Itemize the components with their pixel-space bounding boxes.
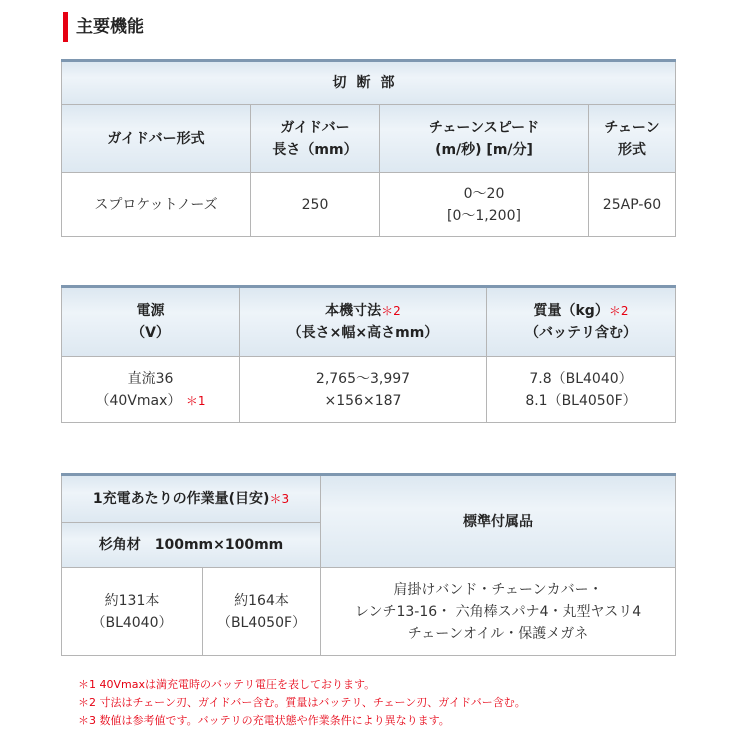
cell-line: 2,765～3,997 <box>315 370 411 387</box>
header-line: （バッテリ含む） <box>525 325 637 341</box>
footnote-2: ＊2 寸法はチェーン刃、ガイドバー含む。質量はバッテリ、チェーン刃、ガイドバー含む。 <box>78 696 526 709</box>
header-line: （長さ×幅×高さmm） <box>287 325 439 341</box>
cell-line: 約131本 <box>104 592 160 609</box>
footnote-mark: ＊2 <box>381 304 401 318</box>
header-line: (m/秒) [m/分] <box>435 141 533 158</box>
cutting-spec-table <box>61 59 676 237</box>
cell-line: （40Vmax） <box>95 392 182 409</box>
cell-line: （BL4040） <box>91 614 173 631</box>
header-power-source <box>62 287 240 357</box>
cell-line: 0～20 <box>463 185 505 202</box>
cell-chain-type <box>589 173 676 237</box>
cell-line: スプロケットノーズ <box>94 196 218 213</box>
footnote-3: ＊3 数値は参考値です。バッテリの充電状態や作業条件により異なります。 <box>78 714 450 727</box>
header-guide-bar-length <box>251 105 380 173</box>
power-dimension-table <box>61 285 676 423</box>
cell-guide-bar-length <box>251 173 380 237</box>
cell-line: 直流36 <box>127 370 174 387</box>
cell-chain-speed <box>380 173 589 237</box>
header-line: 杉角材 100mm×100mm <box>98 537 284 553</box>
cell-accessories <box>321 568 676 656</box>
cell-work-bl4050f <box>203 568 321 656</box>
cell-weight <box>487 357 676 423</box>
header-line: 質量（kg） <box>533 303 609 319</box>
cell-work-bl4040 <box>62 568 203 656</box>
workload-accessories-table <box>61 473 676 656</box>
header-line: 1充電あたりの作業量(目安) <box>92 491 270 507</box>
footnotes <box>78 676 526 730</box>
cell-line: 約164本 <box>234 592 289 609</box>
header-dimensions <box>240 287 487 357</box>
header-line: 形式 <box>618 141 646 158</box>
header-chain-type <box>589 105 676 173</box>
header-line: 標準付属品 <box>463 513 533 530</box>
cell-line: 7.8（BL4040） <box>529 370 633 387</box>
header-standard-accessories <box>321 475 676 568</box>
header-line: 電源 <box>136 303 165 319</box>
cell-line: 250 <box>301 196 329 213</box>
header-line: ガイドバー <box>280 119 350 136</box>
footnote-mark: ＊3 <box>269 492 290 506</box>
cell-line: レンチ13-16・ 六角棒スパナ4・丸型ヤスリ4 <box>354 603 642 620</box>
cell-line: 25AP-60 <box>602 196 662 213</box>
header-guide-bar-type <box>62 105 251 173</box>
cell-line: [0～1,200] <box>447 207 521 224</box>
footnote-mark: ＊2 <box>608 304 629 318</box>
header-line: チェーンスピード <box>428 119 540 136</box>
header-weight <box>487 287 676 357</box>
title-accent-bar <box>63 12 68 42</box>
header-work-per-charge <box>62 475 321 523</box>
header-line: 長さ（mm） <box>272 141 358 158</box>
cell-guide-bar-type <box>62 173 251 237</box>
header-line: 本機寸法 <box>325 303 382 319</box>
cell-line: 8.1（BL4050F） <box>525 392 637 409</box>
header-line: （V） <box>131 325 170 341</box>
header-material <box>62 523 321 568</box>
header-line: ガイドバー形式 <box>107 130 205 147</box>
cutting-section-label: 切断部 <box>332 75 405 91</box>
cell-line: 肩掛けバンド・チェーンカバー・ <box>393 581 603 598</box>
header-line: チェーン <box>604 119 660 136</box>
cell-dimensions <box>240 357 487 423</box>
header-chain-speed <box>380 105 589 173</box>
footnote-mark: ＊1 <box>185 393 206 408</box>
cell-power-source <box>62 357 240 423</box>
cell-line: チェーンオイル・保護メガネ <box>407 625 589 642</box>
page-title: 主要機能 <box>76 17 144 37</box>
cutting-section-header <box>62 61 676 105</box>
cell-line: （BL4050F） <box>216 614 307 631</box>
cell-line: ×156×187 <box>324 392 402 409</box>
footnote-1: ＊1 40Vmaxは満充電時のバッテリ電圧を表しております。 <box>78 678 376 691</box>
